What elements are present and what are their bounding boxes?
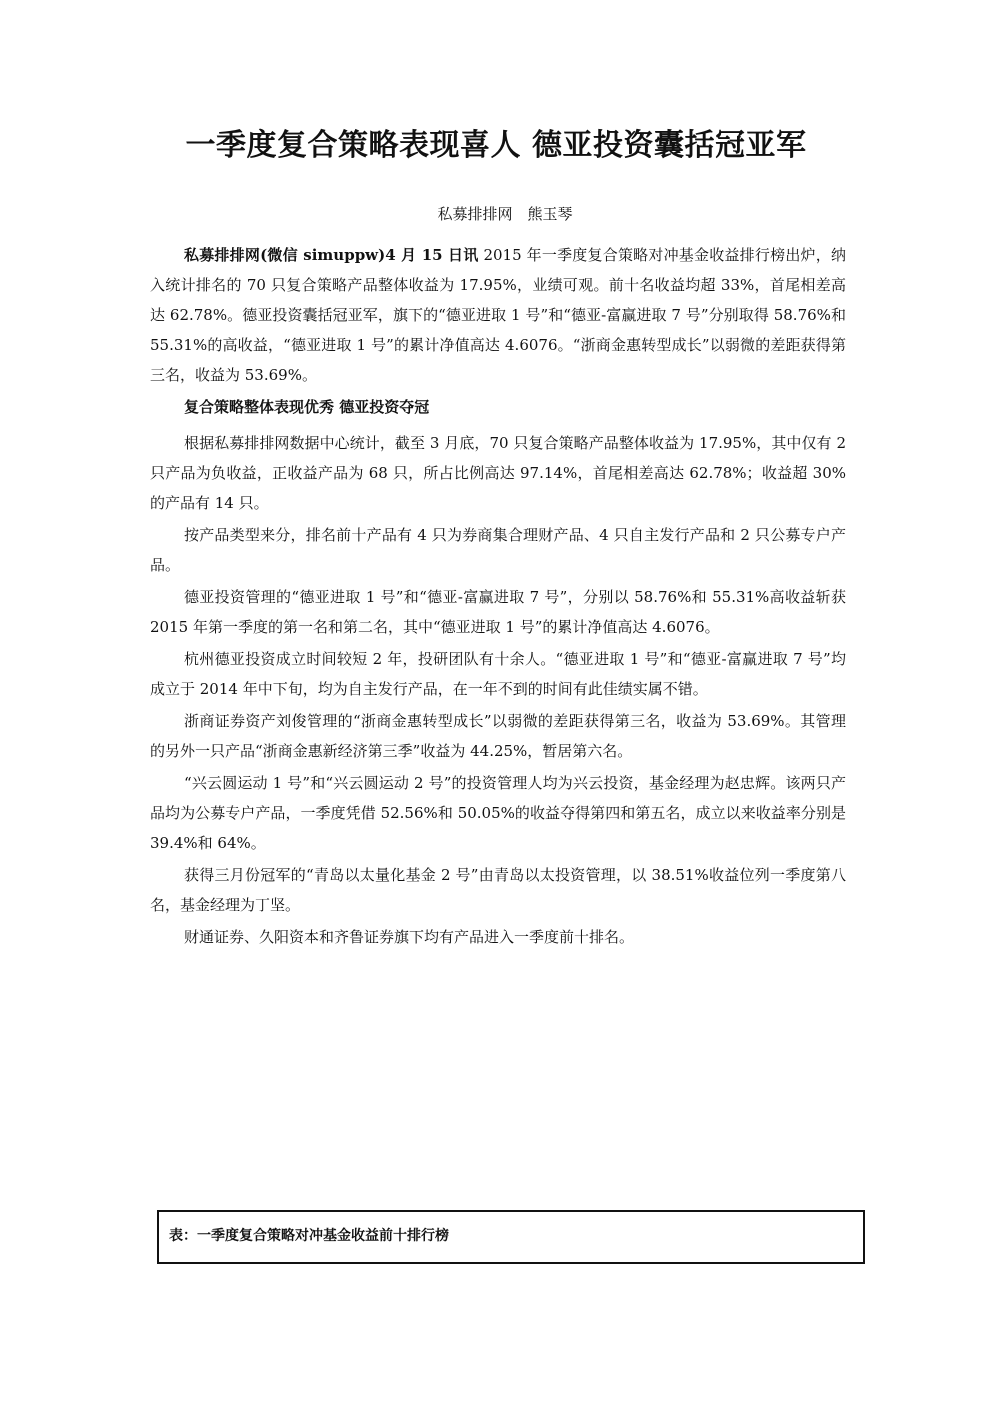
table-caption: 表：一季度复合策略对冲基金收益前十排行榜 (169, 1228, 449, 1244)
lead-text: 2015 年一季度复合策略对冲基金收益排行榜出炉，纳入统计排名的 70 只复合策略产品整体收益为 17.95%，业绩可观。前十名收益均超 33%，首尾相差高达 62.78%。德亚投资囊括冠亚军，旗下的“德亚进取 1 号”和“德亚-富赢进取 7 号”分别取得 58.76%和 55.31%的高收益，“德亚进取 1 号”的累计净值高达 4.6076。“浙商金惠转型成长”以弱微的差距获得第三名，收益为 53.69%。 (150, 246, 846, 384)
body-paragraph: 财通证券、久阳资本和齐鲁证券旗下均有产品进入一季度前十排名。 (184, 928, 635, 946)
article-title: 一季度复合策略表现喜人 德亚投资囊括冠亚军 (185, 128, 807, 163)
body-paragraph: 浙商证券资产刘俊管理的“浙商金惠转型成长”以弱微的差距获得第三名，收益为 53.69%。其管理的另外一只产品“浙商金惠新经济第三季”收益为 44.25%，暂居第六名。 (150, 712, 846, 760)
lead-dateline: 私募排排网(微信 simuppw)4 月 15 日讯 (184, 246, 479, 264)
section-heading: 复合策略整体表现优秀 德亚投资夺冠 (184, 398, 430, 416)
body-paragraph: 根据私募排排网数据中心统计，截至 3 月底，70 只复合策略产品整体收益为 17.95%，其中仅有 2 只产品为负收益，正收益产品为 68 只，所占比例高达 97.14%，首尾相差高达 62.78%；收益超 30%的产品有 14 只。 (150, 434, 846, 512)
body-paragraph: 按产品类型来分，排名前十产品有 4 只为券商集合理财产品、4 只自主发行产品和 2 只公募专户产品。 (150, 526, 846, 574)
lead-paragraph (150, 240, 846, 390)
body-paragraph: 杭州德亚投资成立时间较短 2 年，投研团队有十余人。“德亚进取 1 号”和“德亚-富赢进取 7 号”均成立于 2014 年中下旬，均为自主发行产品，在一年不到的时间有此佳绩实属不错。 (150, 650, 846, 698)
body-paragraph: 德亚投资管理的“德亚进取 1 号”和“德亚-富赢进取 7 号”，分别以 58.76%和 55.31%高收益斩获 2015 年第一季度的第一名和第二名，其中“德亚进取 1 号”的累计净值高达 4.6076。 (150, 588, 846, 636)
article-body (150, 240, 846, 954)
article-byline: 私募排排网 熊玉琴 (437, 205, 573, 223)
body-paragraph: “兴云圆运动 1 号”和“兴云圆运动 2 号”的投资管理人均为兴云投资，基金经理为赵忠辉。该两只产品均为公募专户产品，一季度凭借 52.56%和 50.05%的收益夺得第四和第五名，成立以来收益率分别是 39.4%和 64%。 (150, 774, 846, 852)
table-caption-box (157, 1210, 865, 1264)
body-paragraph: 获得三月份冠军的“青岛以太量化基金 2 号”由青岛以太投资管理，以 38.51%收益位列一季度第八名，基金经理为丁坚。 (150, 866, 846, 914)
